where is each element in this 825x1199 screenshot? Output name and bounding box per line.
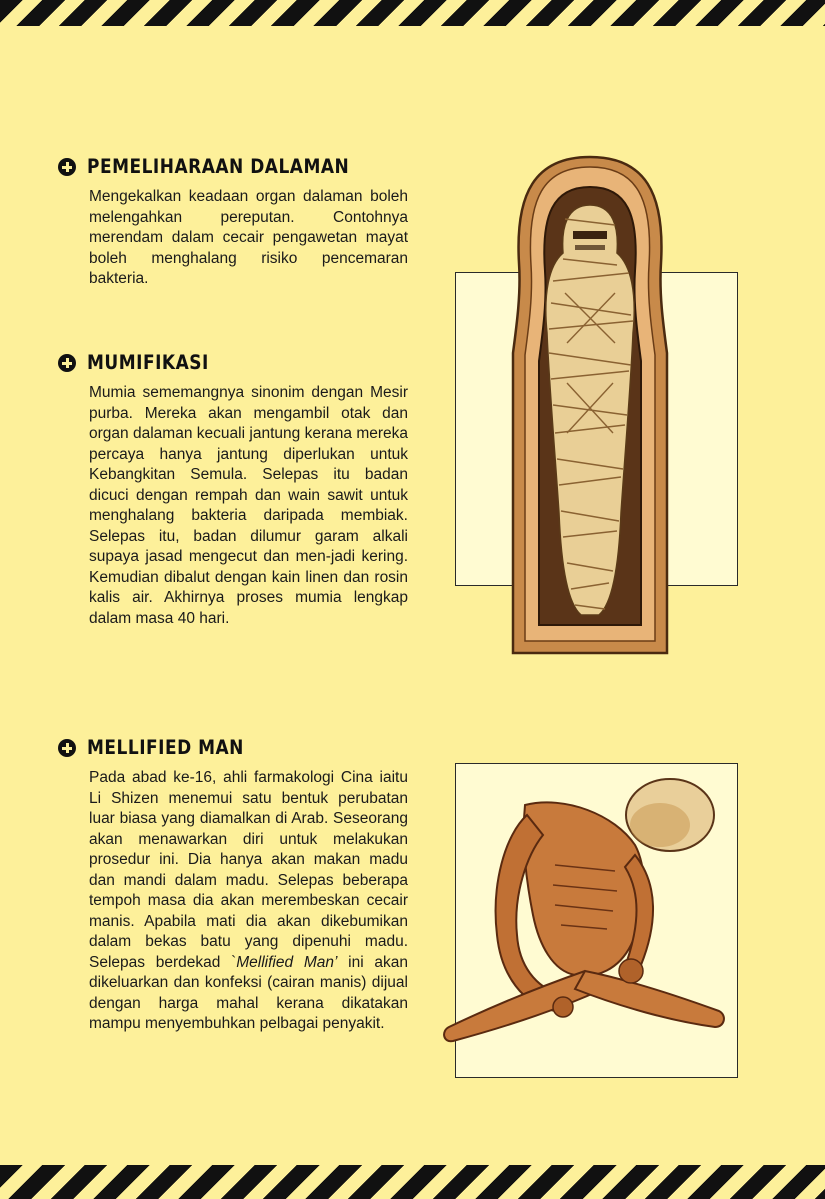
section-heading <box>58 155 408 179</box>
heading-text: MELLIFIED MAN <box>87 736 244 760</box>
mummy-sarcophagus-illustration <box>495 153 685 663</box>
hazard-stripe-top <box>0 0 825 26</box>
hazard-stripe-bottom <box>0 1165 825 1199</box>
plus-circle-icon <box>58 354 76 372</box>
heading-text: PEMELIHARAAN DALAMAN <box>87 155 350 179</box>
section-heading <box>58 351 408 375</box>
section-body: Mumia sememangnya sinonim dengan Mesir purba. Mereka akan mengambil otak dan organ dalaman kecuali jantung kerana mereka percaya hanya jantung diperlukan untuk Kebangkitan Semula. Selepas itu badan dicuci dengan rempah dan wain sawit untuk menghalang bakteria daripada membiak. Selepas itu, badan dilumur garam alkali supaya jasad mengecut dan men-jadi kering. Kemudian dibalut dengan kain linen dan rosin kalis air. Akhirnya proses mumia lengkap dalam masa 40 hari. <box>89 384 408 627</box>
section-mumifikasi <box>58 351 408 629</box>
section-mellified-man <box>58 736 408 1035</box>
section-body: Mengekalkan keadaan organ dalaman boleh melengahkan pereputan. Contohnya merendam dalam cecair pengawetan mayat boleh menghalang risiko pencemaran bakteria. <box>89 188 408 287</box>
plus-circle-icon <box>58 158 76 176</box>
plus-circle-icon <box>58 739 76 757</box>
section-heading <box>58 736 408 760</box>
section-pemeliharaan-dalaman <box>58 155 408 290</box>
mellified-man-illustration <box>435 775 730 1045</box>
section-body: Pada abad ke-16, ahli farmakologi Cina iaitu Li Shizen menemui satu bentuk perubatan luar biasa yang diamalkan di Arab. Seseorang akan menawarkan diri untuk melakukan prosedur ini. Dia hanya akan makan madu dan mandi dalam madu. Selepas beberapa tempoh masa dia akan merembeskan cecair manis. Apabila mati dia akan dikebumikan dalam bekas batu yang dipenuhi madu. Selepas berdekad `Mellified Man’ ini akan dikeluarkan dan konfeksi (cairan manis) dijual dengan harga mahal kerana dikatakan mampu menyembuhkan pelbagai penyakit. <box>89 769 409 1032</box>
heading-text: MUMIFIKASI <box>87 351 209 375</box>
